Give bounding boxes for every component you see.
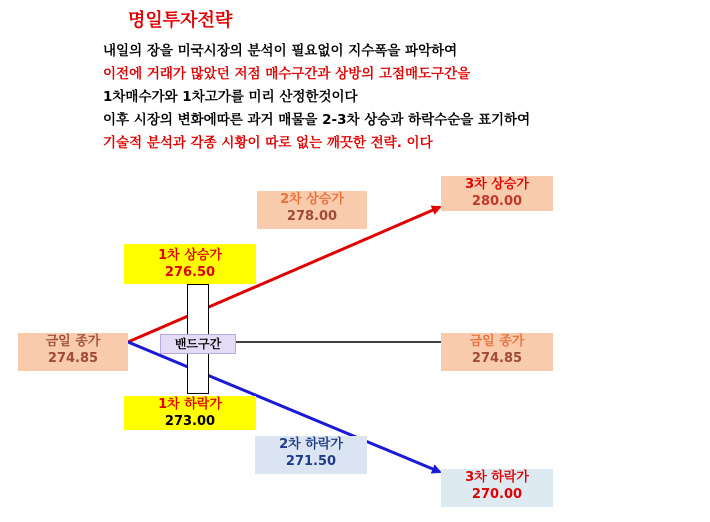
close-right-label: 금일 종가 [469, 334, 525, 349]
down2-box [255, 436, 367, 474]
close-left-box [18, 333, 128, 371]
text-line-3: 1차매수가와 1차고가를 미리 산정한것이다 [103, 89, 358, 105]
band-label: 밴드구간 [160, 334, 236, 354]
up1-value: 276.50 [164, 265, 216, 280]
up1-label: 1차 상승가 [158, 248, 222, 263]
text-line-4: 이후 시장의 변화에따른 과거 매물을 2-3차 상승과 하락수순을 표기하여 [103, 112, 531, 128]
text-line-1: 내일의 장을 미국시장의 분석이 필요없이 지수폭을 파악하여 [103, 43, 458, 59]
up2-label: 2차 상승가 [280, 192, 344, 207]
up3-label: 3차 상승가 [465, 177, 529, 192]
page-title: 명일투자전략 [128, 10, 233, 31]
up2-box [257, 191, 367, 229]
down2-label: 2차 하락가 [279, 437, 343, 452]
up1-box [124, 244, 256, 284]
up2-value: 278.00 [286, 209, 338, 224]
down3-value: 270.00 [471, 487, 523, 502]
text-line-5: 기술적 분석과 각종 시황이 따로 없는 깨끗한 전략. 이다 [103, 135, 433, 151]
down1-value: 273.00 [164, 414, 216, 429]
down1-label: 1차 하락가 [158, 397, 222, 412]
close-left-value: 274.85 [47, 351, 99, 366]
close-right-box [441, 333, 553, 371]
down1-box [124, 396, 256, 430]
up3-value: 280.00 [471, 194, 523, 209]
down2-value: 271.50 [285, 454, 337, 469]
down3-label: 3차 하락가 [465, 470, 529, 485]
close-right-value: 274.85 [471, 351, 523, 366]
close-left-label: 금일 종가 [45, 334, 101, 349]
up3-box [441, 176, 553, 211]
down3-box [441, 469, 553, 507]
text-line-2: 이전에 거래가 많았던 저점 매수구간과 상방의 고점매도구간을 [103, 66, 471, 82]
